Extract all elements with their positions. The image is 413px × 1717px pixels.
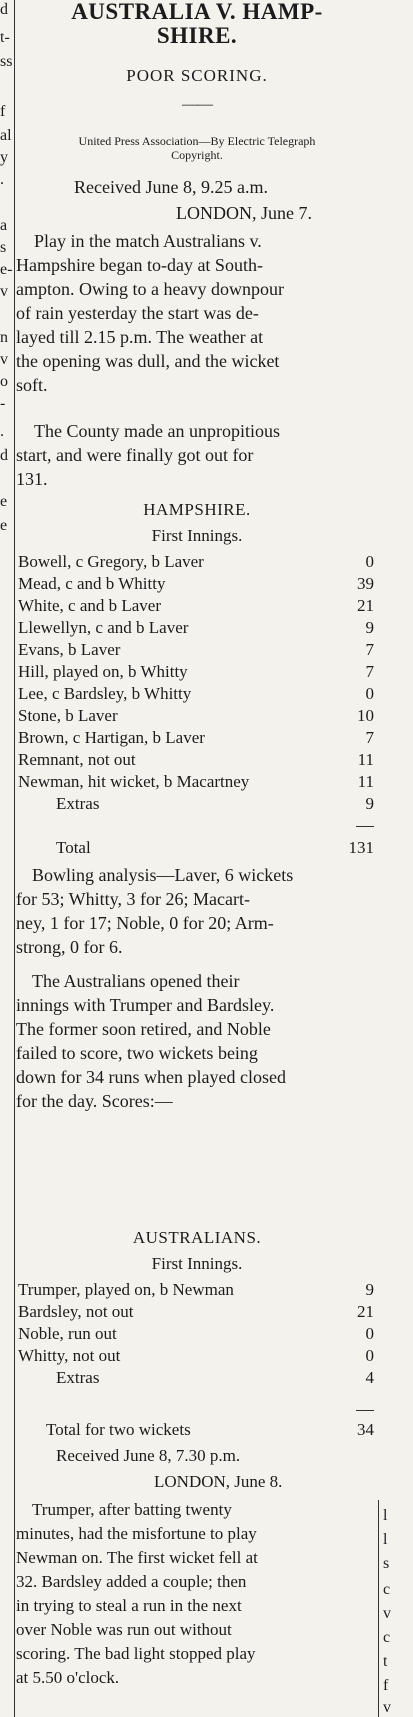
received-line: Received June 8, 9.25 a.m.: [74, 177, 268, 197]
australians-heading: AUSTRALIANS.: [132, 1228, 262, 1247]
left-glyph: t-: [0, 29, 10, 46]
australians-innings: First Innings.: [151, 1254, 243, 1273]
batsman-runs: 7: [365, 662, 374, 681]
batsman-runs: 9: [365, 618, 374, 637]
dateline-2: LONDON, June 8.: [154, 1472, 283, 1491]
hampshire-total-label: Total: [56, 838, 91, 857]
right-glyph: f: [383, 1677, 389, 1694]
batsman-runs: 7: [365, 728, 374, 747]
column-rule-right: [378, 1500, 379, 1717]
batsman-runs: 10: [357, 706, 374, 725]
text-line: for the day. Scores:—: [16, 1091, 173, 1111]
left-glyph: d: [0, 447, 8, 464]
left-glyph: e-: [0, 261, 13, 278]
batsman-name: Extras: [56, 1368, 100, 1387]
right-glyph: c: [383, 1581, 391, 1598]
text-line: The County made an unpropitious: [34, 421, 280, 441]
text-line: over Noble was run out without: [16, 1620, 232, 1639]
left-column-fragment: [0, 0, 14, 1717]
left-glyph: ss: [0, 53, 13, 70]
left-glyph: d: [0, 1, 8, 18]
received-line-2: Received June 8, 7.30 p.m.: [56, 1446, 241, 1465]
batsman-runs: 4: [365, 1368, 374, 1387]
text-line: start, and were finally got out for: [16, 445, 254, 465]
headline-line-2: SHIRE.: [156, 23, 238, 48]
left-glyph: v: [0, 351, 8, 368]
dateline: LONDON, June 7.: [176, 203, 312, 223]
text-line: the opening was dull, and the wicket: [16, 351, 280, 371]
text-line: ampton. Owing to a heavy downpour: [16, 279, 284, 299]
batsman-name: Remnant, not out: [18, 750, 136, 769]
text-line: soft.: [16, 375, 48, 395]
left-glyph: -: [0, 395, 6, 412]
text-line: at 5.50 o'clock.: [16, 1668, 120, 1687]
subhead: POOR SCORING.: [126, 66, 268, 85]
batsman-runs: 0: [365, 1346, 374, 1365]
left-glyph: e: [0, 517, 8, 534]
batsman-name: Mead, c and b Whitty: [18, 574, 166, 593]
hampshire-innings: First Innings.: [151, 526, 243, 545]
right-glyph: c: [383, 1629, 391, 1646]
text-line: layed till 2.15 p.m. The weather at: [16, 327, 264, 347]
left-glyph: .: [0, 171, 4, 188]
batsman-runs: 9: [365, 794, 374, 813]
batsman-runs: 0: [365, 1324, 374, 1343]
text-line: scoring. The bad light stopped play: [16, 1644, 256, 1663]
batsman-runs: 7: [365, 640, 374, 659]
text-line: of rain yesterday the start was de-: [16, 303, 259, 323]
batsman-runs: 9: [365, 1280, 374, 1299]
batsman-name: Noble, run out: [18, 1324, 117, 1343]
batsman-runs: 39: [357, 574, 374, 593]
text-line: Bowling analysis—Laver, 6 wickets: [32, 865, 294, 885]
text-line: 131.: [16, 469, 48, 489]
batsman-runs: 21: [357, 1302, 374, 1321]
left-glyph: f: [0, 103, 6, 120]
left-glyph: al: [0, 127, 12, 144]
batsman-name: Whitty, not out: [18, 1346, 121, 1365]
right-glyph: l: [383, 1531, 388, 1548]
batsman-name: Trumper, played on, b Newman: [18, 1280, 234, 1299]
batsman-name: Bowell, c Gregory, b Laver: [18, 552, 204, 571]
text-line: The former soon retired, and Noble: [16, 1019, 271, 1039]
batsman-name: Extras: [56, 794, 100, 813]
text-line: The Australians opened their: [32, 971, 240, 991]
batsman-runs: 11: [357, 772, 374, 791]
column-rule-left: [14, 0, 15, 1717]
hampshire-total: 131: [348, 838, 374, 857]
batsman-runs: 0: [365, 552, 374, 571]
text-line: ney, 1 for 17; Noble, 0 for 20; Arm-: [16, 913, 274, 933]
text-line: for 53; Whitty, 3 for 26; Macart-: [16, 889, 250, 909]
batsman-runs: 11: [357, 750, 374, 769]
text-line: Hampshire began to-day at South-: [16, 255, 263, 275]
text-line: Trumper, after batting twenty: [32, 1500, 232, 1519]
hampshire-heading: HAMPSHIRE.: [143, 500, 251, 519]
left-glyph: v: [0, 283, 8, 300]
australians-total: 34: [357, 1420, 374, 1439]
left-glyph: a: [0, 217, 8, 234]
text-line: strong, 0 for 6.: [16, 937, 123, 957]
text-line: failed to score, two wickets being: [16, 1043, 258, 1063]
batsman-name: Bardsley, not out: [18, 1302, 134, 1321]
left-glyph: .: [0, 423, 4, 440]
batsman-name: Stone, b Laver: [18, 706, 118, 725]
batsman-name: Evans, b Laver: [18, 640, 121, 659]
text-line: down for 34 runs when played closed: [16, 1067, 286, 1087]
right-glyph: v: [383, 1699, 391, 1716]
left-glyph: n: [0, 329, 8, 346]
separator-dash: ——: [182, 96, 212, 113]
left-glyph: o: [0, 373, 8, 390]
batsman-name: Brown, c Hartigan, b Laver: [18, 728, 205, 747]
text-line: in trying to steal a run in the next: [16, 1596, 242, 1615]
batsman-name: Lee, c Bardsley, b Whitty: [18, 684, 192, 703]
credit-line: United Press Association—By Electric Telegraph: [78, 134, 316, 148]
batsman-runs: 0: [365, 684, 374, 703]
text-line: 32. Bardsley added a couple; then: [16, 1572, 247, 1591]
batsman-name: Newman, hit wicket, b Macartney: [18, 772, 250, 791]
total-rule: [356, 826, 374, 827]
total-rule: [356, 1410, 374, 1411]
right-column-fragment: [383, 1500, 413, 1717]
text-line: minutes, had the misfortune to play: [16, 1524, 257, 1543]
right-glyph: l: [383, 1507, 388, 1524]
batsman-runs: 21: [357, 596, 374, 615]
text-line: Newman on. The first wicket fell at: [16, 1548, 258, 1567]
right-glyph: s: [383, 1555, 390, 1572]
left-glyph: y: [0, 149, 8, 166]
right-glyph: v: [383, 1605, 391, 1622]
text-line: innings with Trumper and Bardsley.: [16, 995, 275, 1015]
left-glyph: s: [0, 239, 7, 256]
credit-copyright: Copyright.: [171, 148, 223, 162]
australians-total-label: Total for two wickets: [46, 1420, 191, 1439]
batsman-name: White, c and b Laver: [18, 596, 162, 615]
batsman-name: Llewellyn, c and b Laver: [18, 618, 189, 637]
text-line: Play in the match Australians v.: [34, 231, 262, 251]
right-glyph: t: [383, 1653, 388, 1670]
batsman-name: Hill, played on, b Whitty: [18, 662, 188, 681]
left-glyph: e: [0, 493, 8, 510]
headline-line-1: AUSTRALIA V. HAMP-: [71, 0, 323, 24]
